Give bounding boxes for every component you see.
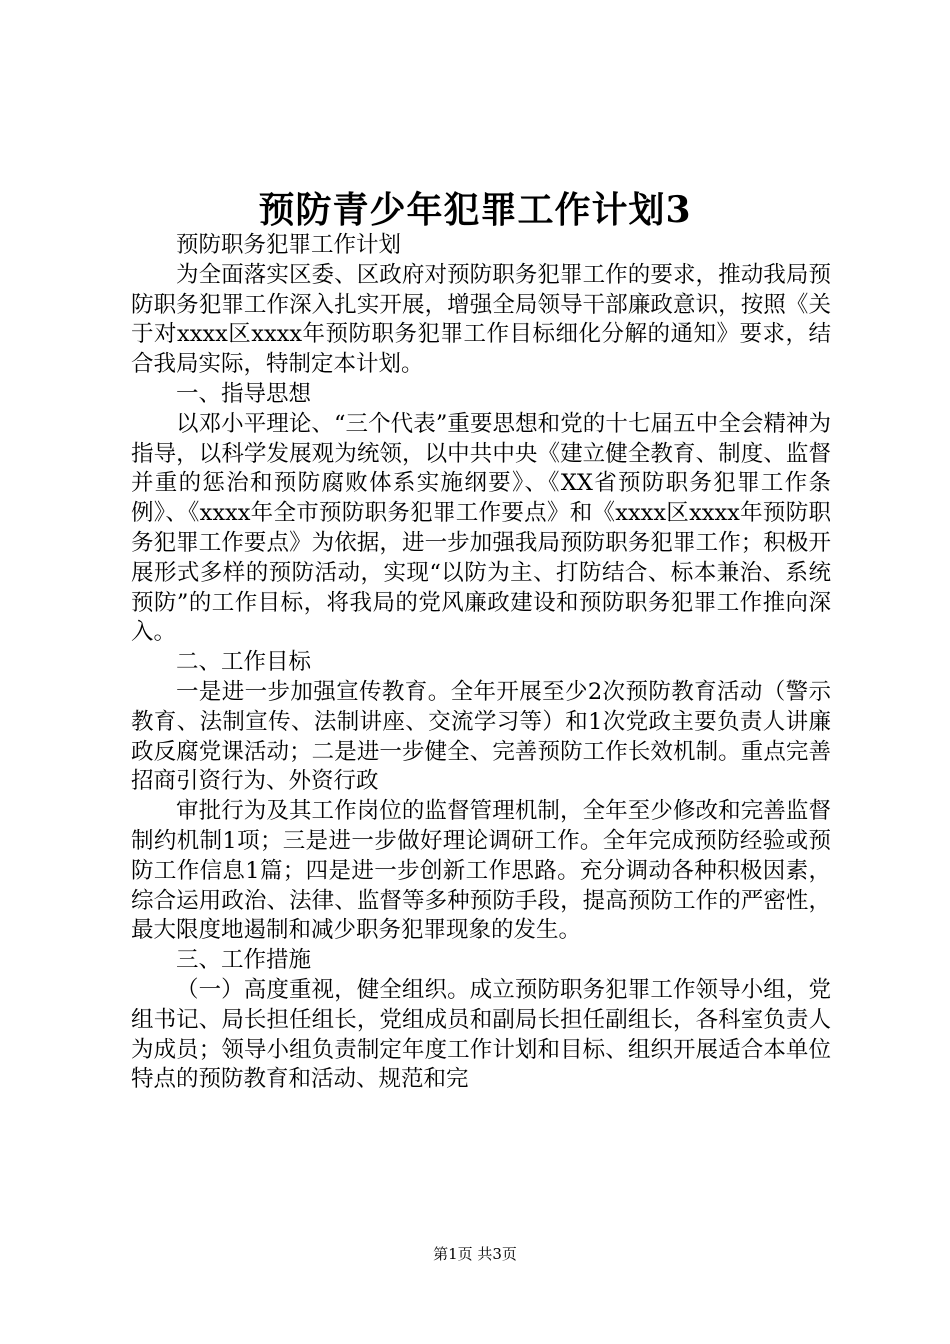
page-number-footer: 第1页 共3页	[433, 1245, 517, 1263]
paragraph-subtitle: 预防职务犯罪工作计划	[176, 232, 402, 258]
paragraph-work-measures-1: （一）高度重视，健全组织。成立预防职务犯罪工作领导小组，党组书记、局长担任组长，党组成员和副局长担任副组长，各科室负责人为成员；领导小组负责制定年度工作计划和目标、组织开展适合本单位特点的预防教育和活动、规范和完	[131, 976, 831, 1093]
paragraph-work-goals-1: 一是进一步加强宣传教育。全年开展至少2次预防教育活动（警示教育、法制宣传、法制讲座、交流学习等）和1次党政主要负责人讲廉政反腐党课活动；二是进一步健全、完善预防工作长效机制。重点完善招商引资行为、外资行政	[131, 678, 831, 795]
document-title: 预防青少年犯罪工作计划3	[258, 189, 692, 231]
paragraph-guiding-thought: 以邓小平理论、“三个代表”重要思想和党的十七届五中全会精神为指导，以科学发展观为统领，以中共中央《建立健全教育、制度、监督并重的惩治和预防腐败体系实施纲要》、《XX省预防职务犯罪工作条例》、《xxxx年全市预防职务犯罪工作要点》和《xxxx区xxxx年预防职务犯罪工作要点》为依据，进一步加强我局预防职务犯罪工作；积极开展形式多样的预防活动，实现“以防为主、打防结合、标本兼治、系统预防”的工作目标，将我局的党风廉政建设和预防职务犯罪工作推向深入。	[131, 410, 831, 646]
section-heading-guiding-thought: 一、指导思想	[176, 380, 312, 407]
paragraph-work-goals-2: 审批行为及其工作岗位的监督管理机制，全年至少修改和完善监督制约机制1项；三是进一步做好理论调研工作。全年完成预防经验或预防工作信息1篇；四是进一步创新工作思路。充分调动各种积极因素，综合运用政治、法律、监督等多种预防手段，提高预防工作的严密性，最大限度地遏制和减少职务犯罪现象的发生。	[131, 798, 831, 944]
document-body	[131, 231, 831, 1095]
section-heading-work-measures: 三、工作措施	[176, 947, 312, 974]
section-heading-work-goals: 二、工作目标	[176, 649, 312, 676]
paragraph-intro: 为全面落实区委、区政府对预防职务犯罪工作的要求，推动我局预防职务犯罪工作深入扎实开展，增强全局领导干部廉政意识，按照《关于对xxxx区xxxx年预防职务犯罪工作目标细化分解的通知》要求，结合我局实际，特制定本计划。	[131, 261, 831, 378]
